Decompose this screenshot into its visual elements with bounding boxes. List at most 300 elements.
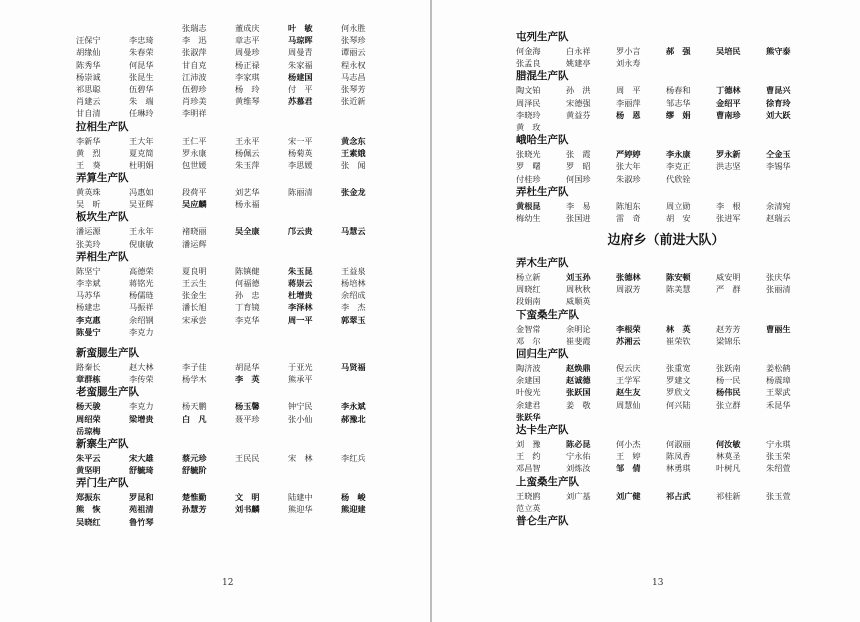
member-name: 禾昆华 [766,399,791,410]
member-name: 黄 玫 [516,121,541,132]
member-name [616,502,666,514]
member-name: 熊承平 [288,374,313,385]
region-title: 边府乡（前进大队） [607,233,725,249]
member-name: 宁永佑 [566,451,591,462]
member-name: 胡 安 [666,212,691,223]
member-name: 黄坚明 [76,465,101,476]
member-name: 杨永福 [235,199,260,210]
member-name [766,57,816,69]
member-name: 章志平 [235,35,260,46]
member-name: 李幸斌 [76,278,101,288]
member-name: 邝云贵 [288,226,313,237]
name-row [516,148,816,160]
member-name: 杨崇诚 [76,71,101,82]
member-name: 杨培林 [341,278,366,288]
member-name: 何昆华 [129,59,154,70]
team-section [76,346,396,385]
member-name: 张丽清 [766,284,791,295]
member-name: 林莫圣 [716,451,741,462]
member-name: 陈丽清 [288,187,313,198]
member-name: 陶文铂 [516,85,541,96]
member-name: 吴晓红 [76,516,101,527]
member-name: 宋德强 [566,97,591,108]
team-section [516,133,816,185]
team-section [516,423,816,475]
name-row [76,413,396,425]
member-name [666,411,716,423]
member-name: 聂平珍 [235,413,260,424]
member-name: 何福德 [235,278,260,288]
member-name: 江沛波 [182,71,207,82]
member-name [288,425,341,437]
member-name [766,502,816,514]
member-name: 刘玉孙 [566,272,591,283]
name-row [516,283,816,295]
member-name: 姚建亭 [566,58,591,69]
name-row [76,159,396,171]
member-name: 罗永新 [716,149,741,160]
member-name: 李克正 [666,161,691,172]
page-number-right: 13 [652,578,664,588]
member-name: 杨佩云 [235,147,260,158]
team-heading: 下蛮桑生产队 [516,308,579,321]
member-name [235,464,288,476]
member-name: 李根荣 [616,323,641,334]
member-name [129,22,182,34]
member-name: 李克力 [129,401,154,412]
member-name: 黄维琴 [235,96,260,107]
member-name: 倪云庆 [616,363,641,373]
member-name: 杨正禄 [235,59,260,70]
member-name: 丁德林 [716,85,741,96]
member-name: 刘广基 [566,490,591,501]
member-name: 周泽民 [516,97,541,108]
name-row [76,225,396,237]
member-name: 杨一民 [716,375,741,386]
member-name: 付 平 [288,83,313,94]
member-name: 罗欣文 [666,387,691,398]
name-row [516,462,816,474]
member-name [341,425,394,437]
member-name: 曹南珍 [716,109,741,120]
member-name: 朱绍萱 [766,463,791,474]
member-name: 何国珍 [566,173,591,184]
member-name: 孙 忠 [235,290,260,301]
team-heading: 腊混生产队 [516,70,569,83]
team-heading: 弄杜生产队 [516,185,569,198]
member-name [716,173,766,185]
team-section [76,210,396,249]
member-name: 梅幼生 [516,212,541,223]
team-section [516,30,816,69]
name-row [76,452,396,464]
member-name [766,295,816,307]
member-name [182,516,235,528]
member-name: 郝 强 [666,46,691,56]
member-name: 朱平云 [76,452,101,463]
member-name: 王 约 [516,451,541,462]
name-row [76,277,396,289]
member-name: 谭丽云 [341,47,366,58]
member-name: 何淑丽 [666,438,691,449]
right-name-list [516,0,816,529]
member-name: 叶树凡 [716,463,741,474]
member-name: 姜 敬 [566,399,591,410]
member-name [766,411,816,423]
member-name: 张国进 [566,212,591,223]
member-name: 肖建云 [76,96,101,107]
member-name: 董成庆 [235,23,260,33]
member-name: 张重宽 [666,363,691,373]
member-name: 夏克简 [129,147,154,158]
name-row [76,301,396,313]
member-name: 刘艺华 [235,187,260,198]
member-name: 陶济波 [516,363,541,373]
member-name: 马志昌 [341,71,366,82]
member-name: 叶 敏 [288,23,313,33]
team-heading: 弄木生产队 [516,257,569,270]
member-name: 伍碧珍 [182,83,207,94]
member-name: 黄念东 [341,135,366,146]
name-row [76,361,396,373]
member-name: 余明论 [566,323,591,334]
member-name: 余建君 [516,399,541,410]
team-heading: 老蛮腮生产队 [76,386,139,399]
member-name [666,502,716,514]
member-name: 杨 峻 [341,492,366,503]
member-name: 李新华 [76,135,101,146]
member-name: 熊迎华 [288,504,313,515]
member-name: 张跃国 [566,387,591,398]
team-heading: 拉相生产队 [76,120,129,133]
team-heading: 弄门生产队 [76,477,129,490]
team-section [516,514,816,529]
member-name: 周淑芳 [616,284,641,295]
member-name: 张玉荣 [766,451,791,462]
member-name: 文 明 [235,492,260,503]
team-section [516,256,816,308]
member-name: 周曼珍 [235,47,260,58]
member-name: 黄 烈 [76,147,101,158]
team-section [516,475,816,514]
member-name: 白 凡 [182,413,207,424]
member-name [616,121,666,133]
name-row [76,464,396,476]
member-name: 余清宛 [766,200,791,211]
member-name [235,326,288,338]
name-row [76,95,396,107]
team-section [76,437,396,476]
member-name: 梁增贵 [129,413,154,424]
member-name: 甘自克 [182,59,207,70]
member-name: 朱春荣 [129,47,154,58]
member-name: 王民民 [235,452,260,463]
member-name: 黄根昆 [516,200,541,211]
member-name: 宋一平 [288,135,313,146]
member-name: 赵焕鼎 [566,363,591,373]
member-name: 杨菊英 [288,147,313,158]
member-name: 马琼晖 [288,35,313,46]
member-name: 徐育玲 [766,97,791,108]
left-name-list [76,0,396,528]
member-name [666,121,716,133]
member-name [716,502,766,514]
member-name: 祁占武 [666,490,691,501]
name-row [76,186,396,198]
member-name: 周立勋 [666,200,691,211]
member-name [716,411,766,423]
name-row [76,289,396,301]
member-name: 何兴陆 [666,399,691,410]
member-name: 付桂珍 [516,173,541,184]
member-name: 吴亚辉 [129,199,154,210]
team-heading: 弄算生产队 [76,172,129,185]
member-name: 刘 豫 [516,438,541,449]
member-name: 严婷婷 [616,149,641,160]
member-name [716,57,766,69]
member-name [766,173,816,185]
member-name: 刘书麟 [235,504,260,515]
name-row [516,121,816,133]
member-name: 张孟良 [516,58,541,69]
member-name: 周曼青 [288,47,313,58]
member-name [566,502,616,514]
name-row [76,83,396,95]
name-row [76,22,396,34]
member-name [616,411,666,423]
team-section [76,385,396,437]
member-name: 余绍钢 [129,314,154,325]
member-name [235,238,288,250]
member-name [566,411,616,423]
member-name [341,373,394,385]
member-name: 杨春和 [666,85,691,96]
name-row [76,59,396,71]
member-name: 邓 尔 [516,335,541,346]
name-row [516,323,816,335]
member-name: 李传荣 [129,374,154,385]
member-name: 朱玉昆 [288,265,313,276]
team-heading: 屯列生产队 [516,31,569,43]
team-section [516,185,816,224]
member-name: 朱 端 [129,96,154,107]
member-name: 杨学木 [182,374,207,385]
member-name [129,425,182,437]
member-name: 崔荣钦 [666,335,691,346]
member-name: 郭翠玉 [341,314,366,325]
member-name: 李泽林 [288,302,313,313]
member-name: 李 杰 [341,302,366,313]
member-name: 蒋铭光 [129,278,154,288]
member-name: 陈坚宁 [76,265,101,276]
member-name [766,121,816,133]
member-name: 马振祥 [129,302,154,313]
member-name: 李克力 [129,326,154,337]
member-name: 余建国 [516,375,541,386]
member-name: 张瑞志 [182,23,207,33]
member-name [566,121,616,133]
member-name: 王学军 [616,375,641,386]
member-name [616,295,666,307]
member-name: 程永权 [341,59,366,70]
member-name: 周 平 [616,85,641,96]
member-name: 白永祥 [566,46,591,56]
member-name: 严 群 [716,284,741,295]
member-name: 张美玲 [76,238,101,249]
member-name: 王 葵 [76,159,101,170]
member-name: 李忠琦 [129,35,154,46]
name-row [516,271,816,283]
member-name: 蒋崇云 [288,278,313,288]
member-name: 丁育镜 [235,302,260,313]
member-name [288,198,341,210]
team-heading: 回归生产队 [516,348,569,360]
member-name: 陈秀华 [76,59,101,70]
member-name [341,107,394,119]
member-name [288,238,341,250]
member-name: 钟宁民 [288,401,313,412]
member-name: 伍碧华 [129,83,154,94]
name-row [516,450,816,462]
name-row [516,109,816,121]
name-row [516,438,816,450]
member-name: 刘广健 [616,490,641,501]
member-name: 张 闻 [341,159,366,170]
member-name: 何汝敏 [716,438,741,449]
member-name: 林 英 [666,323,691,334]
member-name: 祁思聪 [76,83,101,94]
team-section [516,347,816,423]
member-name: 张金龙 [341,187,366,198]
member-name: 包世媛 [182,159,207,170]
member-name: 刘大跃 [766,109,791,120]
member-name: 周一平 [288,314,313,325]
member-name: 朱家福 [288,59,313,70]
member-name: 潘运源 [76,226,101,237]
member-name: 张近新 [341,96,366,107]
member-name: 胡缘仙 [76,47,101,58]
member-name [716,295,766,307]
member-name [235,516,288,528]
member-name: 李明祥 [182,108,207,119]
name-row [516,160,816,172]
name-row [516,97,816,109]
member-name: 楚惟勤 [182,492,207,503]
name-row [516,502,816,514]
member-name: 赵瑞云 [766,212,791,223]
member-name [341,516,394,528]
name-row [76,107,396,119]
member-name: 段娟南 [516,296,541,307]
name-row [516,399,816,411]
team-heading: 普仑生产队 [516,514,569,527]
member-name: 孙慧芳 [182,504,207,515]
member-name: 王翠武 [766,387,791,398]
name-row [516,411,816,423]
member-name: 张琴珍 [341,35,366,46]
member-name: 杨天骏 [76,401,101,412]
name-row [516,200,816,212]
member-name: 杨立新 [516,272,541,283]
member-name: 罗建文 [666,375,691,386]
member-name: 熊守泰 [766,46,791,56]
name-row [516,57,816,69]
name-row [76,198,396,210]
member-name: 冯惠如 [129,187,154,198]
name-row [516,295,816,307]
member-name: 杨 玲 [235,83,260,94]
member-name [182,326,235,338]
team-section [76,250,396,338]
member-name: 张跃南 [716,363,741,373]
name-row [76,147,396,159]
member-name: 杨震璋 [766,375,791,386]
member-name: 张庆华 [766,272,791,283]
member-name: 邹 倩 [616,463,641,474]
member-name: 王 婷 [616,451,641,462]
member-name: 罗 曙 [516,161,541,172]
member-name: 罗昆和 [129,492,154,503]
member-name: 吴 昕 [76,199,101,210]
member-name: 赵大林 [129,361,154,372]
member-name: 王云生 [182,278,207,288]
member-name [288,516,341,528]
member-name: 潘长旭 [182,302,207,313]
member-name: 陆建中 [288,492,313,503]
member-name: 苏慕君 [288,96,313,107]
member-name [76,22,129,34]
member-name: 陈旭东 [616,200,641,211]
right-page [432,0,860,622]
member-name: 金绍平 [716,97,741,108]
member-name: 赵生友 [616,387,641,398]
member-name: 宋 林 [288,452,313,463]
member-name: 张德林 [616,272,641,283]
member-name: 胡昆华 [235,361,260,372]
member-name: 杨 恩 [616,109,641,120]
member-name: 曹丽生 [766,323,791,334]
name-row [516,45,816,57]
member-name: 舒毓琦 [129,465,154,476]
member-name: 任琳玲 [129,108,154,119]
member-name: 雷 奇 [616,212,641,223]
name-row [76,503,396,515]
name-row [516,335,816,347]
name-row [76,314,396,326]
member-name [288,107,341,119]
team-section [76,22,396,120]
member-name: 高德荣 [129,265,154,276]
name-row [516,386,816,398]
member-name: 周绍荣 [76,413,101,424]
member-name: 吴培民 [716,46,741,56]
member-name: 马贤福 [341,361,366,372]
member-name: 张晓光 [516,149,541,160]
member-name: 王大年 [129,135,154,146]
member-name [288,464,341,476]
member-name: 曹昆兴 [766,85,791,96]
member-name: 周慧仙 [616,399,641,410]
member-name: 章群栋 [76,374,101,385]
member-name [666,295,716,307]
member-name: 金智常 [516,323,541,334]
member-name: 陈曼宁 [76,326,101,337]
member-name: 张昆生 [129,71,154,82]
member-name [288,326,341,338]
member-name: 范立英 [516,502,541,513]
member-name: 张琴芳 [341,83,366,94]
member-name: 黄益芬 [566,109,591,120]
